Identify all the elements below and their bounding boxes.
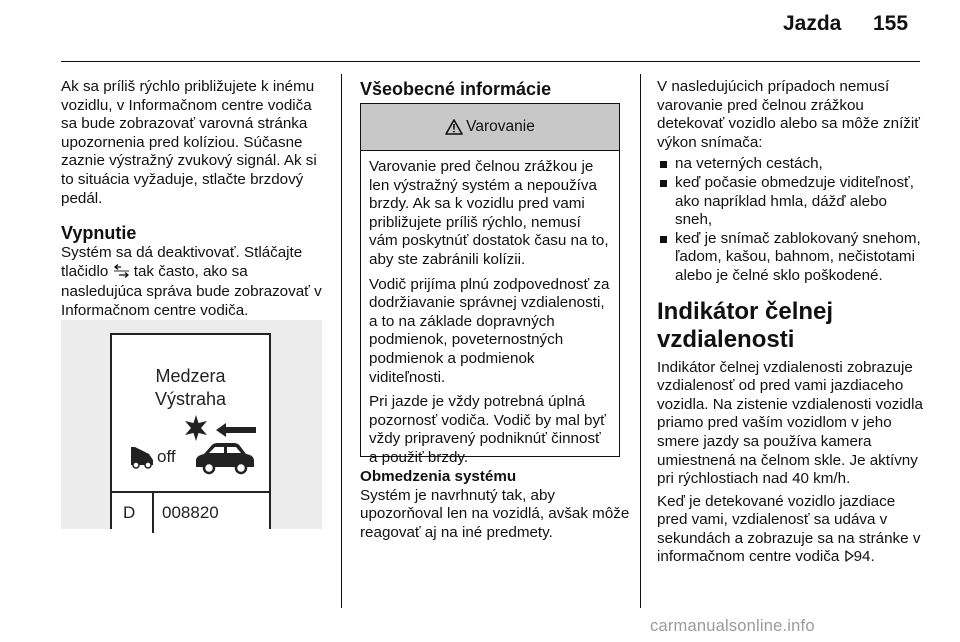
gear-indicator: D xyxy=(123,503,136,522)
limits-text: Systém je navrhnutý tak, aby upozorňoval len na vozidlá, avšak môže reagovať aj na iné predmety. xyxy=(360,486,630,541)
left-column xyxy=(61,78,327,321)
limits-heading: Obmedzenia systému xyxy=(360,468,517,485)
indicator-paragraph: Indikátor čelnej vzdialenosti zobrazuje vzdialenosť od pred vami jazdiaceho vozidla. Na zistenie vzdialenosti vozidla priamo pred vaším vozidlom v jeho smere jazdy sa používa kamera umiestnená na čelnom skle. Je aktívny pri rýchlostiach nad 40 km/h. xyxy=(657,358,923,488)
page-ref-arrow-icon xyxy=(844,549,854,568)
display-off-label: off xyxy=(157,447,176,466)
warning-body xyxy=(361,151,619,468)
page-reference-link[interactable]: 94. xyxy=(853,548,875,566)
page-number: 155 xyxy=(873,12,909,35)
warning-paragraph: Varovanie pred čelnou zrážkou je len výstražný systém a nepoužíva brzdy. Ak sa k vozidlu pred vami približujete príliš rýchlo, nemusí vám poskytnúť dostatok času na to, aby ste zabránili kolízii. xyxy=(369,158,609,268)
vypnutie-text: Systém sa dá deaktivovať. Stláčajte tlačidlo tak často, ako sa nasledujúca správa bude zobrazovať v Informačnom centre vodiča. xyxy=(61,244,322,319)
page-header-title: Jazda xyxy=(783,12,842,35)
list-item: keď počasie obmedzuje viditeľnosť, ako napríklad hmla, dážď alebo sneh, xyxy=(657,174,923,230)
right-intro: V nasledujúcich prípadoch nemusí varovanie pred čelnou zrážkou detekovať vozidlo alebo sa môže znížiť výkon snímača: xyxy=(657,78,920,151)
warning-triangle-icon xyxy=(445,119,463,135)
section-title: Všeobecné informácie xyxy=(360,79,552,99)
distance-button-icon xyxy=(113,264,130,284)
warning-label: Varovanie xyxy=(466,118,535,135)
conditions-list xyxy=(657,155,923,285)
display-line-2: Výstraha xyxy=(154,389,227,409)
right-column xyxy=(657,78,923,568)
column-divider-left xyxy=(341,74,342,608)
display-footer xyxy=(112,491,269,533)
indicator-heading: Indikátor čelnej vzdialenosti xyxy=(657,297,834,353)
watermark-text: carmanualsonline.info xyxy=(650,617,815,635)
dashboard-figure xyxy=(61,320,322,529)
car-approach-icon xyxy=(194,439,256,480)
display-line-1: Medzera xyxy=(155,366,226,386)
header-rule xyxy=(61,61,920,62)
car-off-icon xyxy=(129,445,155,474)
indicator-paragraph-2: Keď je detekované vozidlo jazdiace pred vami, vzdialenosť sa udáva v sekundách a zobrazuje sa na stránke v informačnom centre vodiča 94. xyxy=(657,493,923,568)
list-item: keď je snímač zablokovaný snehom, ľadom, kašou, bahnom, nečistotami alebo je čelné sklo poškodené. xyxy=(657,230,923,286)
display-screen xyxy=(110,333,271,529)
warning-header xyxy=(361,104,619,151)
display-footer-divider xyxy=(152,493,154,533)
odometer-readout: 008820 xyxy=(162,503,219,522)
limits-section xyxy=(360,468,632,542)
left-intro: Ak sa príliš rýchlo približujete k inému vozidlu, v Informačnom centre vodiča sa bude zobrazovať varovná stránka upozornenia pred kolíziou. Súčasne zaznie výstražný zvukový signál. Ak si to situácia vyžaduje, stlačte brzdový pedál. xyxy=(61,78,317,207)
warning-box xyxy=(360,103,620,466)
vypnutie-heading: Vypnutie xyxy=(61,223,137,244)
warning-paragraph: Vodič prijíma plnú zodpovednosť za dodržiavanie správnej vzdialenosti, a to na základe dopravných podmienok, poveternostných podmienok a podmienok viditeľnosti. xyxy=(369,275,610,386)
column-divider-right xyxy=(640,74,641,608)
warning-paragraph: Pri jazde je vždy potrebná úplná pozornosť vodiča. Vodič by mal byť vždy pripravený podniknúť činnosť a použiť brzdy. xyxy=(369,393,606,466)
list-item: na veterných cestách, xyxy=(657,155,923,174)
